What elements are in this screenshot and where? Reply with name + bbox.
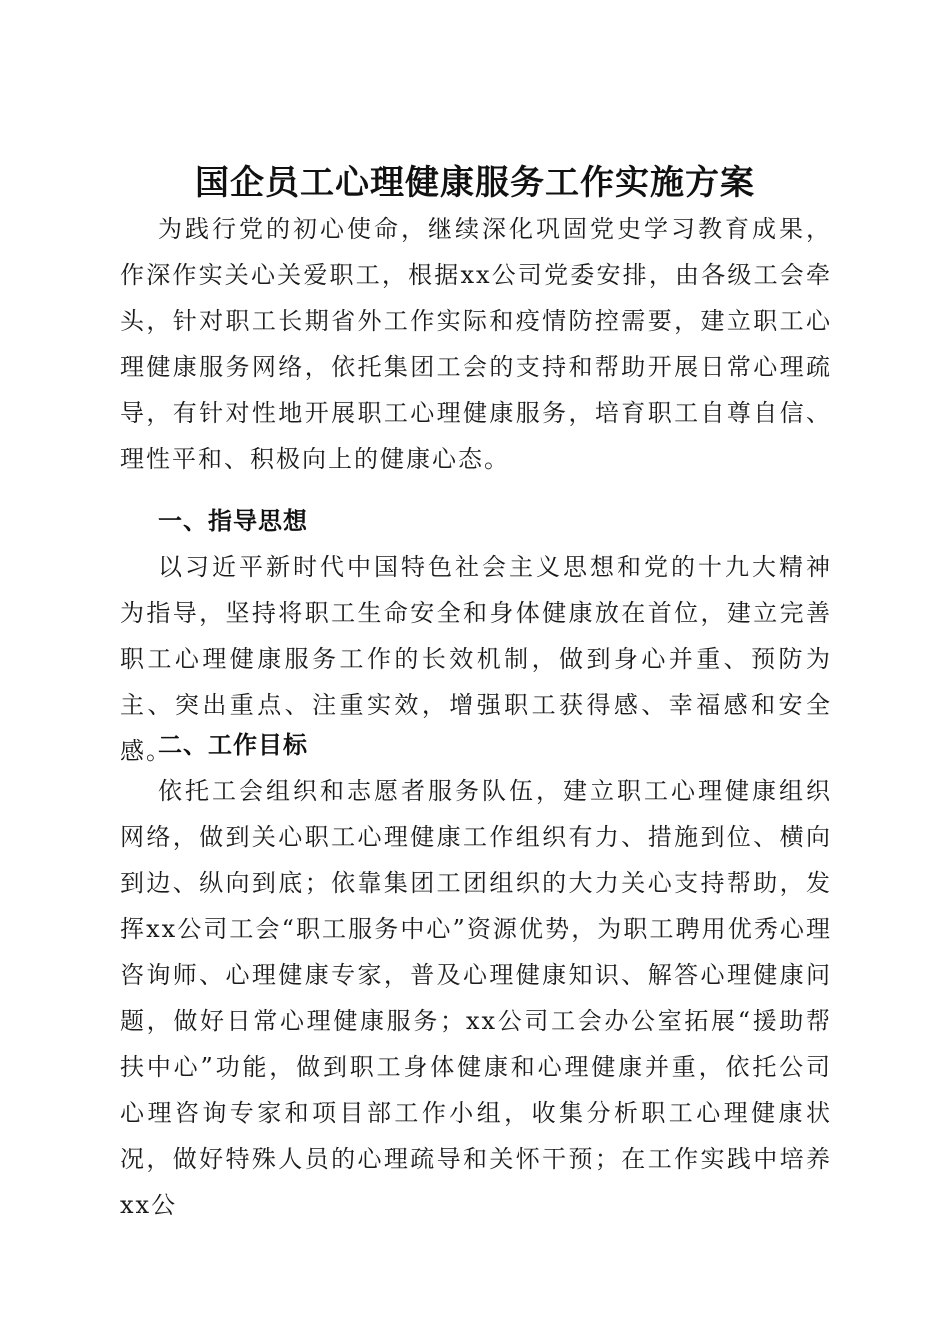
section-body-guiding-ideology: 以习近平新时代中国特色社会主义思想和党的十九大精神为指导，坚持将职工生命安全和身体健康放在首位，建立完善职工心理健康服务工作的长效机制，做到身心并重、预防为主、突出重点、注重实效，增强职工获得感、幸福感和安全感。: [120, 553, 832, 765]
document-title: 国企员工心理健康服务工作实施方案: [195, 162, 755, 203]
intro-paragraph: 为践行党的初心使命，继续深化巩固党史学习教育成果，作深作实关心关爱职工，根据xx公司党委安排，由各级工会牵头，针对职工长期省外工作实际和疫情防控需要，建立职工心理健康服务网络，依托集团工会的支持和帮助开展日常心理疏导，有针对性地开展职工心理健康服务，培育职工自尊自信、理性平和、积极向上的健康心态。: [120, 215, 832, 473]
section-heading-work-goals: 二、工作目标: [158, 731, 308, 759]
section-heading-guiding-ideology: 一、指导思想: [158, 507, 308, 535]
section-body-work-goals: 依托工会组织和志愿者服务队伍，建立职工心理健康组织网络，做到关心职工心理健康工作组织有力、措施到位、横向到边、纵向到底；依靠集团工团组织的大力关心支持帮助，发挥xx公司工会“职工服务中心”资源优势，为职工聘用优秀心理咨询师、心理健康专家，普及心理健康知识、解答心理健康问题，做好日常心理健康服务；xx公司工会办公室拓展“援助帮扶中心”功能，做到职工身体健康和心理健康并重，依托公司心理咨询专家和项目部工作小组，收集分析职工心理健康状况，做好特殊人员的心理疏导和关怀干预；在工作实践中培养xx公: [120, 777, 832, 1219]
